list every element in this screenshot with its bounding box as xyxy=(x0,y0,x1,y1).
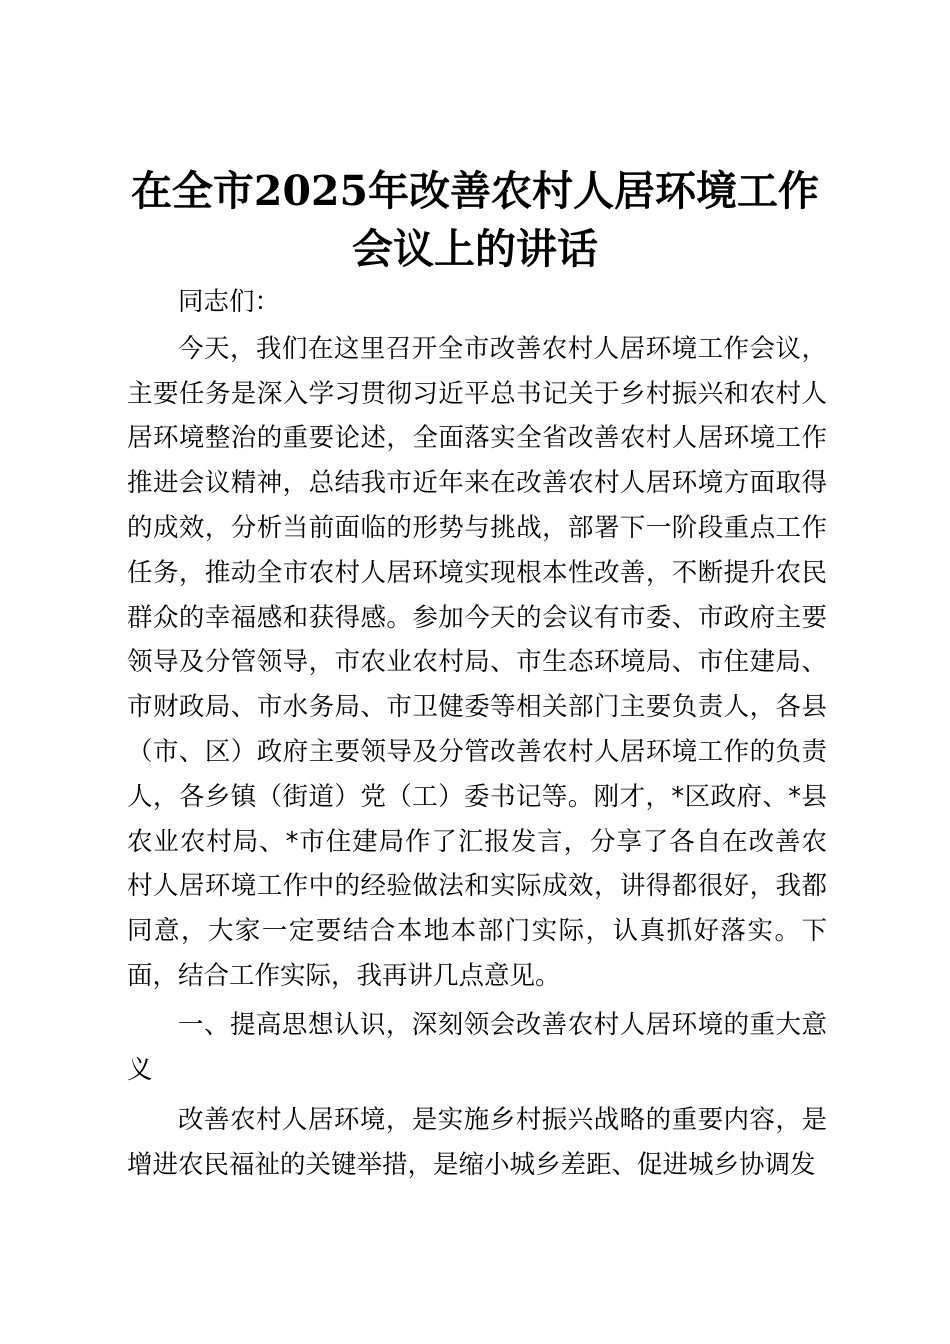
document-title-line-1: 在全市2025年改善农村人居环境工作 xyxy=(130,167,820,215)
body-paragraph-2: 改善农村人居环境，是实施乡村振兴战略的重要内容，是增进农民福祉的关键举措，是缩小城乡差距、促进城乡协调发 xyxy=(127,1105,827,1181)
body-paragraph-1: 今天，我们在这里召开全市改善农村人居环境工作会议，主要任务是深入学习贯彻习近平总书记关于乡村振兴和农村人居环境整治的重要论述，全面落实全省改善农村人居环境工作推进会议精神，总结我市近年来在改善农村人居环境方面取得的成效，分析当前面临的形势与挑战，部署下一阶段重点工作任务，推动全市农村人居环境实现根本性改善，不断提升农民群众的幸福感和获得感。参加今天的会议有市委、市政府主要领导及分管领导，市农业农村局、市生态环境局、市住建局、市财政局、市水务局、市卫健委等相关部门主要负责人，各县（市、区）政府主要领导及分管改善农村人居环境工作的负责人，各乡镇（街道）党（工）委书记等。刚才，*区政府、*县农业农村局、*市住建局作了汇报发言，分享了各自在改善农村人居环境工作中的经验做法和实际成效，讲得都很好，我都同意，大家一定要结合本地本部门实际，认真抓好落实。下面，结合工作实际，我再讲几点意见。 xyxy=(127,333,827,991)
salutation: 同志们： xyxy=(178,287,281,317)
document-title-line-2: 会议上的讲话 xyxy=(352,225,598,273)
document-body xyxy=(127,280,827,1188)
section-heading-1: 一、提高思想认识，深刻领会改善农村人居环境的重大意义 xyxy=(127,1009,827,1085)
document-title xyxy=(110,162,840,278)
